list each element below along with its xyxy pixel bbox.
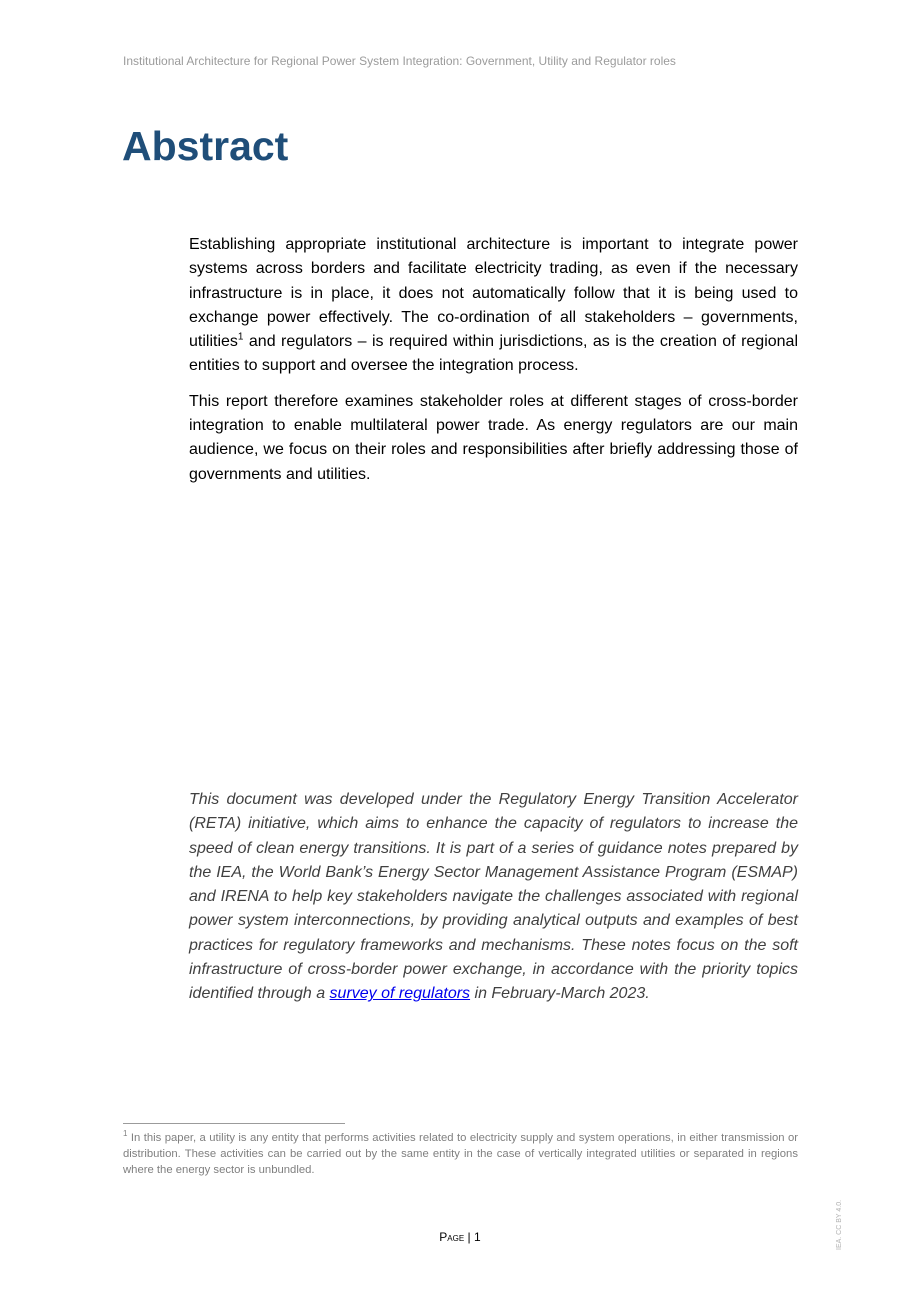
- survey-of-regulators-link[interactable]: survey of regulators: [329, 985, 471, 1003]
- running-header: Institutional Architecture for Regional Power System Integration: Government, Utility and Regulator roles: [123, 54, 676, 68]
- abstract-paragraph-2: This report therefore examines stakeholder roles at different stages of cross-border integration to enable multilateral power trade. As energy regulators are our main audience, we focus on their roles and responsibilities after briefly addressing those of governments and utilities.: [189, 392, 798, 483]
- license-watermark: IEA. CC BY 4.0.: [836, 1199, 843, 1250]
- footnote-divider: [123, 1123, 345, 1124]
- footnote-text: In this paper, a utility is any entity that performs activities related to electricity supply and system operations, in either transmission or distribution. These activities can be carried out by the same entity in the case of vertically integrated utilities or separated in regions where the energy sector is unbundled.: [123, 1132, 798, 1176]
- page-separator: |: [464, 1230, 474, 1244]
- page-label: Page: [439, 1230, 465, 1244]
- reta-note: [189, 788, 798, 1007]
- footnote-reference[interactable]: 1: [237, 331, 244, 343]
- abstract-paragraph-1-text-a: Establishing appropriate institutional architecture is important to integrate power systems across borders and facilitate electricity trading, as even if the necessary infrastructure is in place, it does not automatically follow that it is being used to exchange power effectively. The co-ordination of all stakeholders – governments, utilities: [189, 236, 798, 351]
- abstract-paragraph-1: [189, 233, 798, 379]
- footnote: [123, 1131, 798, 1178]
- page-number-value: 1: [474, 1230, 481, 1244]
- reta-note-text-a: This document was developed under the Regulatory Energy Transition Accelerator (RETA) initiative, which aims to enhance the capacity of regulators to increase the speed of clean energy transitions. It is part of a series of guidance notes prepared by the IEA, the World Bank’s Energy Sector Management Assistance Program (ESMAP) and IRENA to help key stakeholders navigate the challenges associated with regional power system interconnections, by providing analytical outputs and examples of best practices for regulatory frameworks and mechanisms. These notes focus on the soft infrastructure of cross-border power exchange, in accordance with the priority topics identified through a: [189, 791, 798, 1003]
- reta-note-text-b: in February-March 2023.: [470, 985, 650, 1003]
- abstract-paragraph-1-text-b: and regulators – is required within jurisdictions, as is the creation of regional entities to support and oversee the integration process.: [189, 333, 798, 375]
- abstract-body: [189, 233, 798, 498]
- footnote-number: 1: [123, 1129, 128, 1139]
- page-title: Abstract: [122, 123, 289, 169]
- page-number: [0, 1230, 920, 1244]
